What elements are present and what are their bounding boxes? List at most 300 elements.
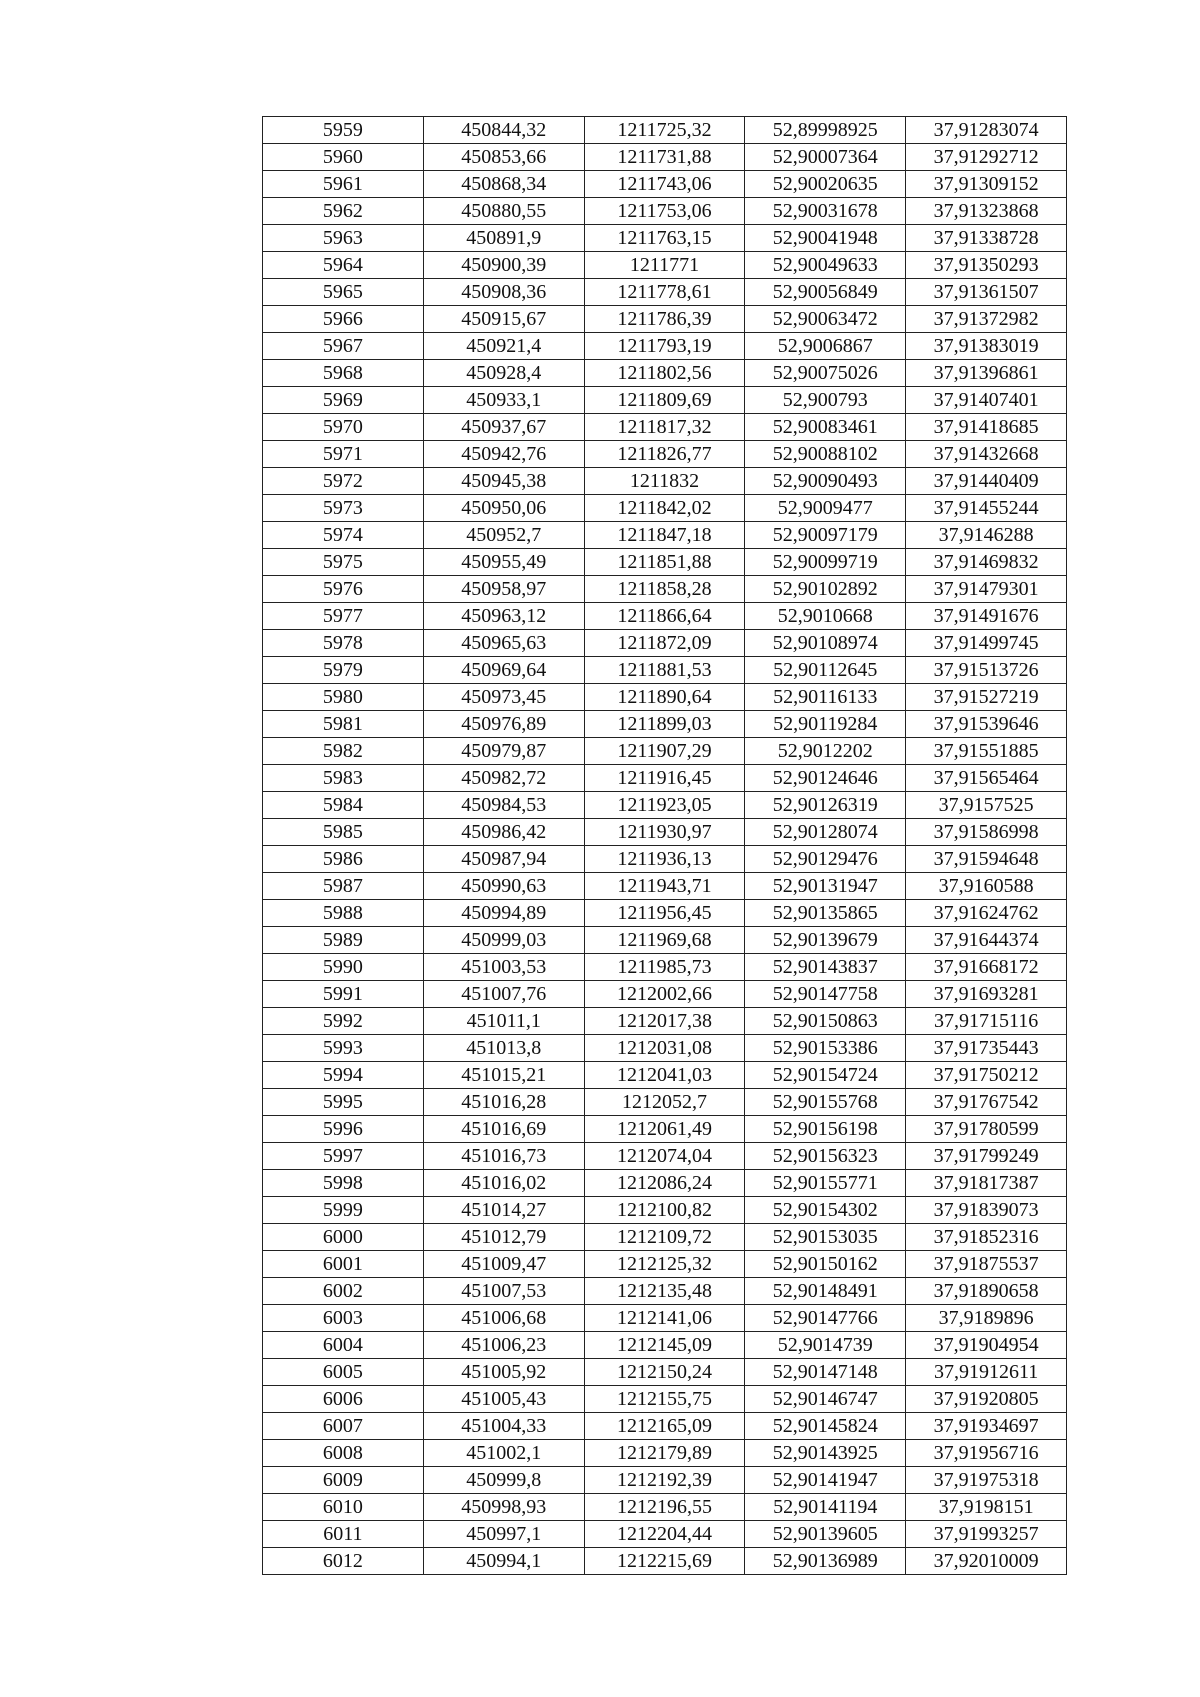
longitude-cell: 37,91767542: [906, 1089, 1067, 1116]
table-row: [263, 603, 1067, 630]
point-number-cell: 5987: [263, 873, 424, 900]
table-row: [263, 441, 1067, 468]
x-coordinate-cell: 450987,94: [423, 846, 584, 873]
latitude-cell: 52,90049633: [745, 252, 906, 279]
latitude-cell: 52,90020635: [745, 171, 906, 198]
x-coordinate-cell: 450942,76: [423, 441, 584, 468]
longitude-cell: 37,91491676: [906, 603, 1067, 630]
table-row: [263, 738, 1067, 765]
coordinates-table-body: [263, 117, 1067, 1575]
x-coordinate-cell: 450973,45: [423, 684, 584, 711]
table-row: [263, 1332, 1067, 1359]
x-coordinate-cell: 450844,32: [423, 117, 584, 144]
longitude-cell: 37,91479301: [906, 576, 1067, 603]
longitude-cell: 37,91432668: [906, 441, 1067, 468]
x-coordinate-cell: 451016,28: [423, 1089, 584, 1116]
table-row: [263, 171, 1067, 198]
latitude-cell: 52,90154302: [745, 1197, 906, 1224]
point-number-cell: 5961: [263, 171, 424, 198]
point-number-cell: 5984: [263, 792, 424, 819]
y-coordinate-cell: 1212196,55: [584, 1494, 745, 1521]
x-coordinate-cell: 450965,63: [423, 630, 584, 657]
table-row: [263, 927, 1067, 954]
point-number-cell: 5986: [263, 846, 424, 873]
x-coordinate-cell: 451016,69: [423, 1116, 584, 1143]
x-coordinate-cell: 451014,27: [423, 1197, 584, 1224]
latitude-cell: 52,9010668: [745, 603, 906, 630]
y-coordinate-cell: 1212086,24: [584, 1170, 745, 1197]
x-coordinate-cell: 451016,73: [423, 1143, 584, 1170]
y-coordinate-cell: 1212165,09: [584, 1413, 745, 1440]
table-row: [263, 954, 1067, 981]
x-coordinate-cell: 451005,92: [423, 1359, 584, 1386]
point-number-cell: 5995: [263, 1089, 424, 1116]
table-row: [263, 1197, 1067, 1224]
y-coordinate-cell: 1211793,19: [584, 333, 745, 360]
x-coordinate-cell: 451002,1: [423, 1440, 584, 1467]
latitude-cell: 52,90007364: [745, 144, 906, 171]
longitude-cell: 37,91527219: [906, 684, 1067, 711]
latitude-cell: 52,90135865: [745, 900, 906, 927]
table-row: [263, 765, 1067, 792]
x-coordinate-cell: 450900,39: [423, 252, 584, 279]
longitude-cell: 37,91715116: [906, 1008, 1067, 1035]
longitude-cell: 37,91750212: [906, 1062, 1067, 1089]
latitude-cell: 52,90099719: [745, 549, 906, 576]
latitude-cell: 52,90146747: [745, 1386, 906, 1413]
table-row: [263, 1116, 1067, 1143]
table-row: [263, 576, 1067, 603]
longitude-cell: 37,91975318: [906, 1467, 1067, 1494]
coordinates-table: [262, 116, 1067, 1575]
y-coordinate-cell: 1212061,49: [584, 1116, 745, 1143]
longitude-cell: 37,91283074: [906, 117, 1067, 144]
x-coordinate-cell: 450880,55: [423, 198, 584, 225]
table-row: [263, 1305, 1067, 1332]
x-coordinate-cell: 451006,23: [423, 1332, 584, 1359]
latitude-cell: 52,90143837: [745, 954, 906, 981]
x-coordinate-cell: 450915,67: [423, 306, 584, 333]
y-coordinate-cell: 1211832: [584, 468, 745, 495]
x-coordinate-cell: 450958,97: [423, 576, 584, 603]
table-row: [263, 1008, 1067, 1035]
table-row: [263, 846, 1067, 873]
table-row: [263, 1467, 1067, 1494]
x-coordinate-cell: 450976,89: [423, 711, 584, 738]
longitude-cell: 37,91912611: [906, 1359, 1067, 1386]
point-number-cell: 5997: [263, 1143, 424, 1170]
longitude-cell: 37,92010009: [906, 1548, 1067, 1575]
point-number-cell: 5981: [263, 711, 424, 738]
longitude-cell: 37,91586998: [906, 819, 1067, 846]
longitude-cell: 37,91780599: [906, 1116, 1067, 1143]
longitude-cell: 37,91735443: [906, 1035, 1067, 1062]
table-row: [263, 468, 1067, 495]
point-number-cell: 5968: [263, 360, 424, 387]
x-coordinate-cell: 451013,8: [423, 1035, 584, 1062]
point-number-cell: 5963: [263, 225, 424, 252]
table-row: [263, 522, 1067, 549]
latitude-cell: 52,90145824: [745, 1413, 906, 1440]
longitude-cell: 37,91890658: [906, 1278, 1067, 1305]
x-coordinate-cell: 450979,87: [423, 738, 584, 765]
y-coordinate-cell: 1211930,97: [584, 819, 745, 846]
x-coordinate-cell: 451006,68: [423, 1305, 584, 1332]
latitude-cell: 52,90063472: [745, 306, 906, 333]
latitude-cell: 52,9012202: [745, 738, 906, 765]
longitude-cell: 37,91418685: [906, 414, 1067, 441]
table-row: [263, 549, 1067, 576]
longitude-cell: 37,91338728: [906, 225, 1067, 252]
latitude-cell: 52,90102892: [745, 576, 906, 603]
longitude-cell: 37,91565464: [906, 765, 1067, 792]
point-number-cell: 5999: [263, 1197, 424, 1224]
longitude-cell: 37,91693281: [906, 981, 1067, 1008]
x-coordinate-cell: 450950,06: [423, 495, 584, 522]
y-coordinate-cell: 1211936,13: [584, 846, 745, 873]
y-coordinate-cell: 1211866,64: [584, 603, 745, 630]
latitude-cell: 52,90156198: [745, 1116, 906, 1143]
table-row: [263, 225, 1067, 252]
point-number-cell: 5982: [263, 738, 424, 765]
x-coordinate-cell: 450933,1: [423, 387, 584, 414]
point-number-cell: 5971: [263, 441, 424, 468]
latitude-cell: 52,90147758: [745, 981, 906, 1008]
latitude-cell: 52,90056849: [745, 279, 906, 306]
table-row: [263, 1089, 1067, 1116]
point-number-cell: 5994: [263, 1062, 424, 1089]
latitude-cell: 52,90148491: [745, 1278, 906, 1305]
y-coordinate-cell: 1211743,06: [584, 171, 745, 198]
longitude-cell: 37,91469832: [906, 549, 1067, 576]
point-number-cell: 5966: [263, 306, 424, 333]
y-coordinate-cell: 1211907,29: [584, 738, 745, 765]
y-coordinate-cell: 1212135,48: [584, 1278, 745, 1305]
table-row: [263, 1386, 1067, 1413]
y-coordinate-cell: 1211847,18: [584, 522, 745, 549]
x-coordinate-cell: 450990,63: [423, 873, 584, 900]
y-coordinate-cell: 1212041,03: [584, 1062, 745, 1089]
latitude-cell: 52,90139605: [745, 1521, 906, 1548]
y-coordinate-cell: 1211826,77: [584, 441, 745, 468]
point-number-cell: 5973: [263, 495, 424, 522]
longitude-cell: 37,91852316: [906, 1224, 1067, 1251]
y-coordinate-cell: 1211872,09: [584, 630, 745, 657]
table-row: [263, 1413, 1067, 1440]
x-coordinate-cell: 451007,76: [423, 981, 584, 1008]
point-number-cell: 5980: [263, 684, 424, 711]
longitude-cell: 37,91499745: [906, 630, 1067, 657]
point-number-cell: 5985: [263, 819, 424, 846]
y-coordinate-cell: 1212125,32: [584, 1251, 745, 1278]
latitude-cell: 52,90153035: [745, 1224, 906, 1251]
y-coordinate-cell: 1211851,88: [584, 549, 745, 576]
table-row: [263, 630, 1067, 657]
point-number-cell: 5959: [263, 117, 424, 144]
table-row: [263, 495, 1067, 522]
point-number-cell: 5988: [263, 900, 424, 927]
latitude-cell: 52,90126319: [745, 792, 906, 819]
point-number-cell: 5998: [263, 1170, 424, 1197]
point-number-cell: 5970: [263, 414, 424, 441]
longitude-cell: 37,91817387: [906, 1170, 1067, 1197]
longitude-cell: 37,91839073: [906, 1197, 1067, 1224]
table-row: [263, 252, 1067, 279]
table-row: [263, 1278, 1067, 1305]
point-number-cell: 5964: [263, 252, 424, 279]
table-row: [263, 1440, 1067, 1467]
point-number-cell: 5979: [263, 657, 424, 684]
latitude-cell: 52,90141194: [745, 1494, 906, 1521]
latitude-cell: 52,90156323: [745, 1143, 906, 1170]
longitude-cell: 37,91875537: [906, 1251, 1067, 1278]
y-coordinate-cell: 1212074,04: [584, 1143, 745, 1170]
point-number-cell: 6001: [263, 1251, 424, 1278]
x-coordinate-cell: 451012,79: [423, 1224, 584, 1251]
table-row: [263, 414, 1067, 441]
point-number-cell: 6011: [263, 1521, 424, 1548]
y-coordinate-cell: 1212100,82: [584, 1197, 745, 1224]
table-row: [263, 900, 1067, 927]
longitude-cell: 37,9157525: [906, 792, 1067, 819]
point-number-cell: 5976: [263, 576, 424, 603]
x-coordinate-cell: 450928,4: [423, 360, 584, 387]
y-coordinate-cell: 1211802,56: [584, 360, 745, 387]
point-number-cell: 5975: [263, 549, 424, 576]
y-coordinate-cell: 1211771: [584, 252, 745, 279]
x-coordinate-cell: 451011,1: [423, 1008, 584, 1035]
y-coordinate-cell: 1211809,69: [584, 387, 745, 414]
y-coordinate-cell: 1212155,75: [584, 1386, 745, 1413]
latitude-cell: 52,90154724: [745, 1062, 906, 1089]
latitude-cell: 52,90141947: [745, 1467, 906, 1494]
y-coordinate-cell: 1211731,88: [584, 144, 745, 171]
latitude-cell: 52,90116133: [745, 684, 906, 711]
y-coordinate-cell: 1211753,06: [584, 198, 745, 225]
y-coordinate-cell: 1212215,69: [584, 1548, 745, 1575]
table-row: [263, 387, 1067, 414]
y-coordinate-cell: 1211817,32: [584, 414, 745, 441]
point-number-cell: 5991: [263, 981, 424, 1008]
y-coordinate-cell: 1212150,24: [584, 1359, 745, 1386]
x-coordinate-cell: 450937,67: [423, 414, 584, 441]
point-number-cell: 5993: [263, 1035, 424, 1062]
point-number-cell: 6003: [263, 1305, 424, 1332]
point-number-cell: 5983: [263, 765, 424, 792]
x-coordinate-cell: 450945,38: [423, 468, 584, 495]
table-row: [263, 1035, 1067, 1062]
longitude-cell: 37,91539646: [906, 711, 1067, 738]
longitude-cell: 37,9146288: [906, 522, 1067, 549]
y-coordinate-cell: 1211881,53: [584, 657, 745, 684]
x-coordinate-cell: 451015,21: [423, 1062, 584, 1089]
latitude-cell: 52,90147148: [745, 1359, 906, 1386]
table-row: [263, 1224, 1067, 1251]
table-row: [263, 792, 1067, 819]
latitude-cell: 52,9009477: [745, 495, 906, 522]
y-coordinate-cell: 1211916,45: [584, 765, 745, 792]
table-row: [263, 657, 1067, 684]
y-coordinate-cell: 1212192,39: [584, 1467, 745, 1494]
x-coordinate-cell: 450982,72: [423, 765, 584, 792]
longitude-cell: 37,9189896: [906, 1305, 1067, 1332]
table-row: [263, 306, 1067, 333]
x-coordinate-cell: 451004,33: [423, 1413, 584, 1440]
point-number-cell: 5977: [263, 603, 424, 630]
longitude-cell: 37,91396861: [906, 360, 1067, 387]
latitude-cell: 52,90041948: [745, 225, 906, 252]
latitude-cell: 52,90075026: [745, 360, 906, 387]
y-coordinate-cell: 1211923,05: [584, 792, 745, 819]
latitude-cell: 52,90155771: [745, 1170, 906, 1197]
longitude-cell: 37,91407401: [906, 387, 1067, 414]
x-coordinate-cell: 450994,1: [423, 1548, 584, 1575]
table-row: [263, 333, 1067, 360]
latitude-cell: 52,90097179: [745, 522, 906, 549]
point-number-cell: 5992: [263, 1008, 424, 1035]
latitude-cell: 52,90153386: [745, 1035, 906, 1062]
longitude-cell: 37,91323868: [906, 198, 1067, 225]
point-number-cell: 6004: [263, 1332, 424, 1359]
y-coordinate-cell: 1211763,15: [584, 225, 745, 252]
latitude-cell: 52,90139679: [745, 927, 906, 954]
longitude-cell: 37,9160588: [906, 873, 1067, 900]
point-number-cell: 6007: [263, 1413, 424, 1440]
latitude-cell: 52,90124646: [745, 765, 906, 792]
longitude-cell: 37,91372982: [906, 306, 1067, 333]
latitude-cell: 52,90143925: [745, 1440, 906, 1467]
longitude-cell: 37,91513726: [906, 657, 1067, 684]
table-row: [263, 1521, 1067, 1548]
latitude-cell: 52,90131947: [745, 873, 906, 900]
y-coordinate-cell: 1212141,06: [584, 1305, 745, 1332]
table-row: [263, 873, 1067, 900]
y-coordinate-cell: 1211899,03: [584, 711, 745, 738]
longitude-cell: 37,91920805: [906, 1386, 1067, 1413]
longitude-cell: 37,9198151: [906, 1494, 1067, 1521]
point-number-cell: 5960: [263, 144, 424, 171]
point-number-cell: 5962: [263, 198, 424, 225]
table-row: [263, 1494, 1067, 1521]
latitude-cell: 52,900793: [745, 387, 906, 414]
table-row: [263, 711, 1067, 738]
longitude-cell: 37,91904954: [906, 1332, 1067, 1359]
y-coordinate-cell: 1212017,38: [584, 1008, 745, 1035]
y-coordinate-cell: 1212052,7: [584, 1089, 745, 1116]
table-row: [263, 1359, 1067, 1386]
y-coordinate-cell: 1212002,66: [584, 981, 745, 1008]
longitude-cell: 37,91993257: [906, 1521, 1067, 1548]
x-coordinate-cell: 450891,9: [423, 225, 584, 252]
point-number-cell: 5967: [263, 333, 424, 360]
longitude-cell: 37,91292712: [906, 144, 1067, 171]
latitude-cell: 52,90112645: [745, 657, 906, 684]
table-row: [263, 360, 1067, 387]
x-coordinate-cell: 451016,02: [423, 1170, 584, 1197]
point-number-cell: 5974: [263, 522, 424, 549]
table-row: [263, 819, 1067, 846]
point-number-cell: 5972: [263, 468, 424, 495]
x-coordinate-cell: 450952,7: [423, 522, 584, 549]
longitude-cell: 37,91668172: [906, 954, 1067, 981]
x-coordinate-cell: 450997,1: [423, 1521, 584, 1548]
latitude-cell: 52,90083461: [745, 414, 906, 441]
longitude-cell: 37,91594648: [906, 846, 1067, 873]
longitude-cell: 37,91440409: [906, 468, 1067, 495]
y-coordinate-cell: 1212145,09: [584, 1332, 745, 1359]
latitude-cell: 52,9014739: [745, 1332, 906, 1359]
x-coordinate-cell: 450984,53: [423, 792, 584, 819]
y-coordinate-cell: 1211969,68: [584, 927, 745, 954]
point-number-cell: 5969: [263, 387, 424, 414]
point-number-cell: 6008: [263, 1440, 424, 1467]
point-number-cell: 5965: [263, 279, 424, 306]
y-coordinate-cell: 1211943,71: [584, 873, 745, 900]
longitude-cell: 37,91361507: [906, 279, 1067, 306]
point-number-cell: 5990: [263, 954, 424, 981]
point-number-cell: 6009: [263, 1467, 424, 1494]
x-coordinate-cell: 450999,03: [423, 927, 584, 954]
x-coordinate-cell: 450955,49: [423, 549, 584, 576]
y-coordinate-cell: 1212179,89: [584, 1440, 745, 1467]
point-number-cell: 5978: [263, 630, 424, 657]
table-row: [263, 1251, 1067, 1278]
longitude-cell: 37,91799249: [906, 1143, 1067, 1170]
y-coordinate-cell: 1211725,32: [584, 117, 745, 144]
point-number-cell: 5996: [263, 1116, 424, 1143]
x-coordinate-cell: 450994,89: [423, 900, 584, 927]
longitude-cell: 37,91455244: [906, 495, 1067, 522]
point-number-cell: 6012: [263, 1548, 424, 1575]
x-coordinate-cell: 450921,4: [423, 333, 584, 360]
table-row: [263, 279, 1067, 306]
latitude-cell: 52,90128074: [745, 819, 906, 846]
longitude-cell: 37,91624762: [906, 900, 1067, 927]
latitude-cell: 52,90031678: [745, 198, 906, 225]
table-row: [263, 1062, 1067, 1089]
x-coordinate-cell: 450969,64: [423, 657, 584, 684]
latitude-cell: 52,90108974: [745, 630, 906, 657]
table-row: [263, 198, 1067, 225]
x-coordinate-cell: 450998,93: [423, 1494, 584, 1521]
y-coordinate-cell: 1211786,39: [584, 306, 745, 333]
x-coordinate-cell: 450868,34: [423, 171, 584, 198]
longitude-cell: 37,91383019: [906, 333, 1067, 360]
longitude-cell: 37,91934697: [906, 1413, 1067, 1440]
latitude-cell: 52,90150863: [745, 1008, 906, 1035]
x-coordinate-cell: 450963,12: [423, 603, 584, 630]
longitude-cell: 37,91644374: [906, 927, 1067, 954]
latitude-cell: 52,90088102: [745, 441, 906, 468]
point-number-cell: 6000: [263, 1224, 424, 1251]
point-number-cell: 6005: [263, 1359, 424, 1386]
latitude-cell: 52,90155768: [745, 1089, 906, 1116]
longitude-cell: 37,91551885: [906, 738, 1067, 765]
y-coordinate-cell: 1211778,61: [584, 279, 745, 306]
latitude-cell: 52,90129476: [745, 846, 906, 873]
y-coordinate-cell: 1212204,44: [584, 1521, 745, 1548]
latitude-cell: 52,9006867: [745, 333, 906, 360]
x-coordinate-cell: 450853,66: [423, 144, 584, 171]
y-coordinate-cell: 1211858,28: [584, 576, 745, 603]
x-coordinate-cell: 451007,53: [423, 1278, 584, 1305]
x-coordinate-cell: 450986,42: [423, 819, 584, 846]
point-number-cell: 6010: [263, 1494, 424, 1521]
table-row: [263, 684, 1067, 711]
x-coordinate-cell: 451003,53: [423, 954, 584, 981]
point-number-cell: 6006: [263, 1386, 424, 1413]
y-coordinate-cell: 1212109,72: [584, 1224, 745, 1251]
